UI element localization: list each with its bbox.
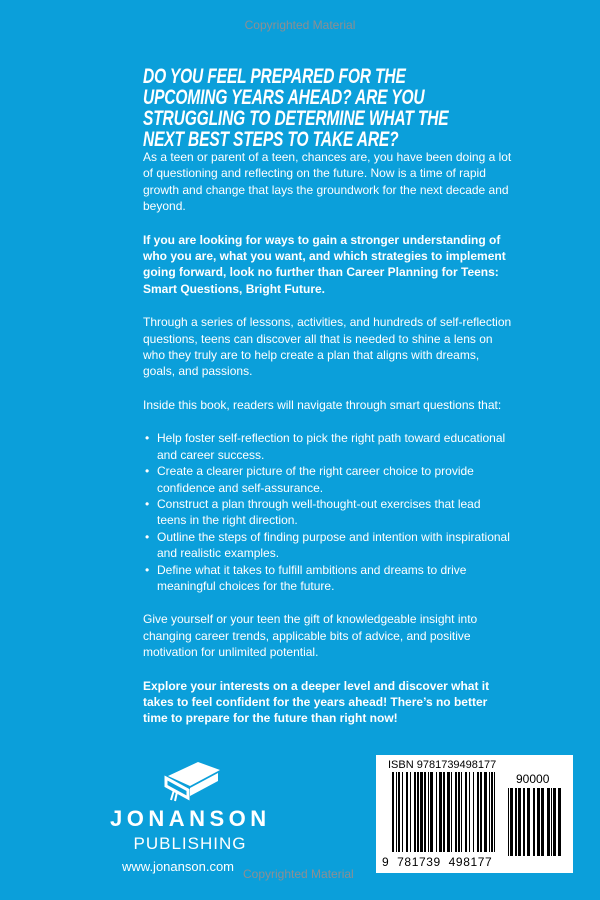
barcode-bar	[480, 772, 482, 852]
watermark-top: Copyrighted Material	[244, 18, 356, 32]
barcode-bar	[396, 772, 397, 852]
barcode-bar	[473, 772, 474, 852]
barcode-bar	[414, 772, 416, 852]
barcode-bar	[551, 788, 552, 856]
barcode-bar	[553, 788, 556, 856]
barcode-bar	[406, 772, 408, 852]
barcode-bar	[439, 772, 442, 852]
publisher-name: JONANSON	[110, 806, 271, 831]
barcode-bar	[547, 788, 550, 856]
watermark-bottom: Copyrighted Material	[243, 867, 354, 881]
barcode-bar	[417, 772, 419, 852]
paragraph: Through a series of lessons, activities, and hundreds of self-reflection questions, teens can discover all that is needed to shine a lens on who they truly are to help create a plan that aligns with dreams, goals, and passions.	[143, 315, 512, 379]
isbn-barcode	[376, 755, 573, 873]
barcode-bar	[469, 772, 470, 852]
addon-bars	[508, 788, 562, 856]
barcode-bar	[484, 772, 487, 852]
barcode-bar	[465, 772, 467, 852]
paragraph: Inside this book, readers will navigate through smart questions that:	[143, 397, 502, 412]
description	[143, 149, 513, 744]
barcode-bar	[533, 788, 535, 856]
barcode-bar	[523, 788, 525, 856]
barcode-bar	[477, 772, 479, 852]
publisher-sub: PUBLISHING	[133, 834, 247, 853]
list-item: • Help foster self-reflection to pick the right path toward educational and career success.	[157, 430, 513, 463]
barcode-bar	[402, 772, 403, 852]
barcode-digits: 9 781739 498177	[382, 855, 493, 869]
paragraph: Give yourself or your teen the gift of knowledgeable insight into changing career trends, applicable bits of advice, and positive motivation for unlimited potential.	[143, 612, 478, 660]
barcode-bar	[458, 772, 460, 852]
barcode-bar	[436, 772, 437, 852]
barcode-bar	[558, 788, 561, 856]
paragraph: If you are looking for ways to gain a stronger understanding of who you are, what you want, and which strategies to implement going forward, look no further than Career Planning for Teens: Smart Questions, Bright Future.	[143, 232, 506, 296]
price-code: 90000	[516, 772, 550, 786]
headline: DO YOU FEEL PREPARED FOR THE UPCOMING YEARS AHEAD? ARE YOU STRUGGLING TO DETERMINE WHAT THE NEXT BEST STEPS TO TAKE ARE?	[143, 65, 449, 151]
barcode-bar	[527, 788, 530, 856]
barcode-bar	[424, 772, 426, 852]
publisher-logo	[110, 760, 270, 854]
bullet-list	[143, 430, 513, 594]
isbn-label: ISBN 9781739498177	[388, 759, 497, 771]
barcode-bar	[428, 772, 429, 852]
barcode-bar	[537, 788, 540, 856]
list-item: • Outline the steps of finding purpose and intention with inspirational and realistic examples.	[157, 529, 513, 562]
barcode-bar	[451, 772, 452, 852]
book-icon	[162, 760, 222, 802]
list-item: • Construct a plan through well-thought-out exercises that lead teens in the right direction.	[157, 496, 513, 529]
barcode-bar	[461, 772, 462, 852]
barcode-bar	[510, 788, 513, 856]
barcode-bar	[392, 772, 394, 852]
barcode-bar	[518, 788, 521, 856]
barcode-bar	[443, 772, 445, 852]
barcode-bar	[455, 772, 457, 852]
barcode-bar	[410, 772, 411, 852]
barcode-bar	[541, 788, 544, 856]
barcode-bar	[491, 772, 493, 852]
barcode-bar	[508, 788, 509, 856]
barcode-bar	[494, 772, 495, 852]
list-item: • Define what it takes to fulfill ambitions and dreams to drive meaningful choices for the future.	[157, 562, 513, 595]
publisher-url: www.jonanson.com	[122, 859, 234, 874]
barcode-bar	[420, 772, 423, 852]
list-item: • Create a clearer picture of the right career choice to provide confidence and self-assurance.	[157, 463, 513, 496]
barcode-bar	[489, 772, 490, 852]
barcode-bar	[447, 772, 450, 852]
paragraph: As a teen or parent of a teen, chances are, you have been doing a lot of questioning and reflecting on the future. Now is a time of rapid growth and change that lays the groundwork for the next decade and beyond.	[143, 150, 512, 214]
barcode-bars	[392, 772, 498, 864]
barcode-bar	[430, 772, 433, 852]
barcode-bar	[398, 772, 400, 852]
paragraph: Explore your interests on a deeper level and discover what it takes to feel confident for the years ahead! There’s no better time to prepare for the future than right now!	[143, 678, 490, 726]
barcode-bar	[515, 788, 517, 856]
